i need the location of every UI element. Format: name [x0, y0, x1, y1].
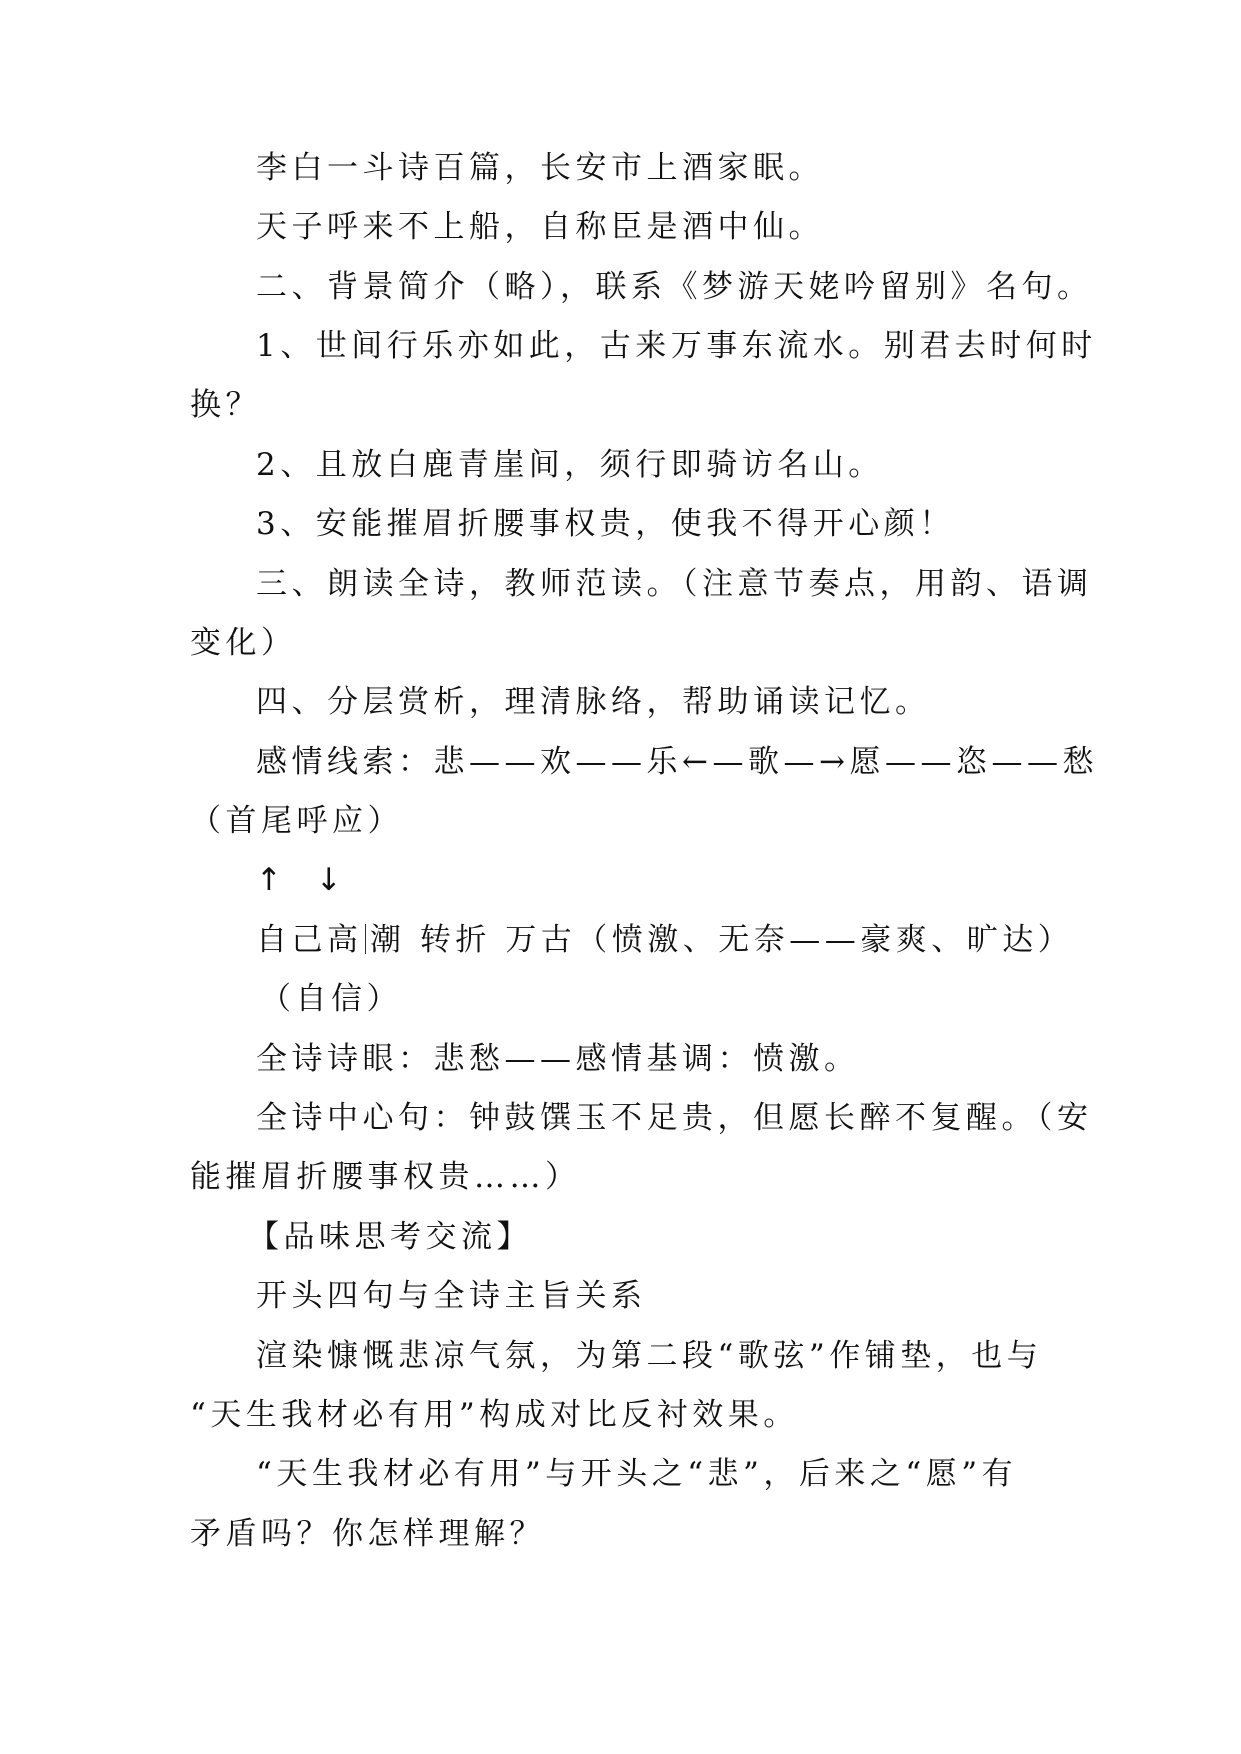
section-heading: 【品味思考交流】: [248, 1219, 532, 1255]
text-line: 天子呼来不上船，自称臣是酒中仙。: [256, 209, 824, 245]
emotion-clue-line: 感情线索：悲——欢——乐←—歌—→愿——恣——愁: [256, 744, 1098, 780]
text-line: 李白一斗诗百篇，长安市上酒家眠。: [256, 150, 824, 186]
vertical-divider: [365, 924, 367, 954]
text-line: 3、安能摧眉折腰事权贵，使我不得开心颜！: [256, 506, 955, 542]
text-segment: 潮 转折 万古（愤激、无奈——豪爽、旷达）: [370, 922, 1074, 958]
text-line: 1、世间行乐亦如此，古来万事东流水。别君去时何时: [256, 328, 1097, 364]
section-heading: 三、朗读全诗，教师范读。（注意节奏点，用韵、语调: [256, 566, 1093, 602]
text-line: （自信）: [260, 981, 402, 1017]
section-heading: 二、背景简介（略），联系《梦游天姥吟留别》名句。: [256, 269, 1093, 305]
text-line: 矛盾吗？你怎样理解？: [190, 1516, 545, 1552]
text-line: 渲染慷慨悲凉气氛，为第二段“歌弦”作铺垫，也与: [256, 1338, 1043, 1374]
text-line: “天生我材必有用”与开头之“悲”，后来之“愿”有: [256, 1456, 1018, 1492]
section-heading: 四、分层赏析，理清脉络，帮助诵读记忆。: [256, 684, 931, 720]
text-line: 变化）: [190, 625, 297, 661]
text-line: 能摧眉折腰事权贵……）: [190, 1159, 581, 1195]
text-line: 2、且放白鹿青崖间，须行即骑访名山。: [256, 447, 884, 483]
text-line: [256, 920, 1136, 960]
up-down-arrows: ↑ ↓: [256, 862, 354, 898]
text-line: “天生我材必有用”构成对比反衬效果。: [190, 1397, 799, 1433]
text-line: （首尾呼应）: [190, 803, 403, 839]
text-line: 全诗中心句：钟鼓馔玉不足贵，但愿长醉不复醒。（安: [256, 1100, 1093, 1136]
text-line: 开头四句与全诗主旨关系: [256, 1278, 647, 1314]
text-segment: 自己高: [256, 922, 363, 958]
text-line: 换？: [190, 387, 261, 423]
text-line: 全诗诗眼：悲愁——感情基调：愤激。: [256, 1041, 860, 1077]
